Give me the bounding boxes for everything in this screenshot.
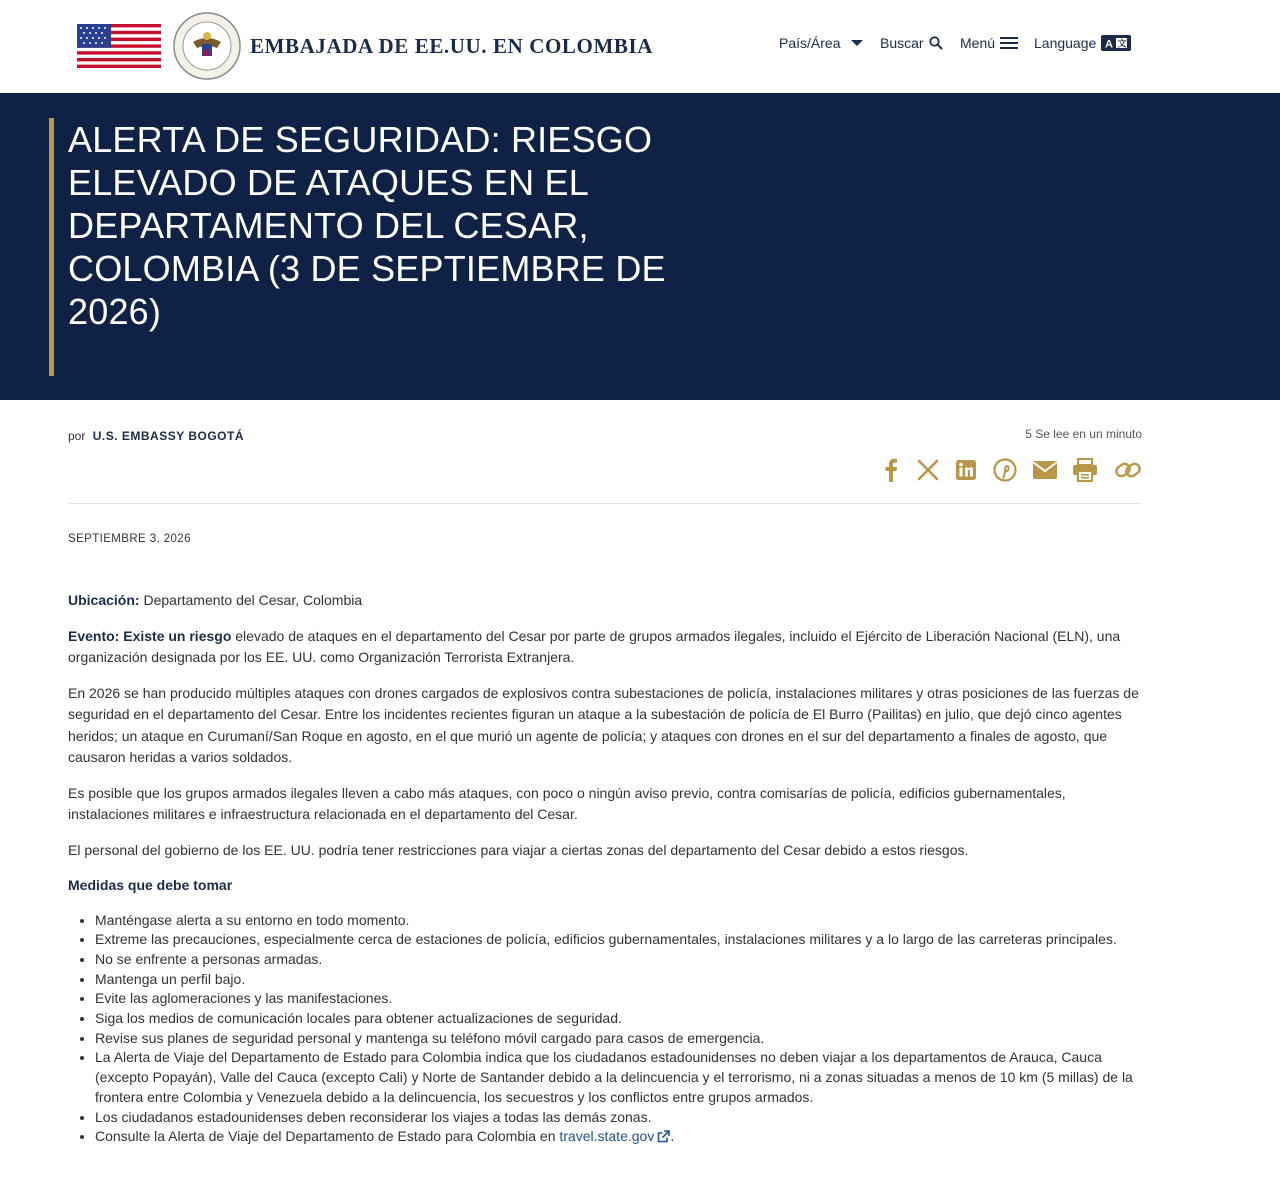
share-linkedin-button[interactable] (952, 456, 980, 484)
travel-advisory-suffix: . (670, 1128, 675, 1145)
banner-accent-bar (49, 118, 54, 376)
country-label: País/Área (779, 35, 841, 51)
language-button[interactable] (1034, 35, 1131, 51)
event-paragraph (68, 626, 1142, 669)
location-paragraph (68, 590, 1142, 612)
us-flag-icon[interactable] (77, 24, 161, 68)
share-email-button[interactable] (1031, 456, 1059, 484)
publish-date: SEPTIEMBRE 3, 2026 (68, 533, 191, 545)
link-icon (1114, 459, 1142, 481)
share-x-button[interactable] (914, 456, 942, 484)
search-icon (929, 36, 943, 50)
travel-advisory-text: Consulte la Alerta de Viaje del Departamento de Estado para Colombia en (95, 1128, 556, 1145)
read-time: 5 Se lee en un minuto (1025, 427, 1142, 441)
restrictions-paragraph: El personal del gobierno de los EE. UU. podría tener restricciones para viajar a ciertas zonas del departamento del Cesar debido a estos riesgos. (68, 841, 969, 858)
pinterest-icon (993, 458, 1017, 482)
list-item: • Mantenga un perfil bajo. (95, 970, 1142, 990)
list-item: • Revise sus planes de seguridad personal y mantenga su teléfono móvil cargado para casos de emergencia. (95, 1029, 1142, 1049)
hamburger-icon (1000, 36, 1018, 50)
search-label: Buscar (880, 35, 924, 51)
site-header (0, 0, 1280, 93)
caret-down-icon (849, 38, 865, 48)
translate-icon (1101, 35, 1131, 51)
divider (68, 503, 1142, 504)
byline (68, 429, 244, 443)
list-item: • Manténgase alerta a su entorno en todo momento. (95, 911, 1142, 931)
actions-list (68, 911, 1142, 1147)
location-label: Ubicación: (68, 592, 140, 608)
menu-label: Menú (960, 35, 996, 51)
byline-prefix: por (68, 429, 86, 443)
svg-text:A: A (1105, 38, 1114, 51)
email-icon (1032, 460, 1058, 480)
page-title: ALERTA DE SEGURIDAD: RIESGO ELEVADO DE ATAQUES EN EL DEPARTAMENTO DEL CESAR, COLOMBIA (3 DE SEPTIEMBRE DE 2026) (68, 119, 666, 332)
list-item: • Los ciudadanos estadounidenses deben reconsiderar los viajes a todas las demás zonas. (95, 1108, 1142, 1128)
share-facebook-button[interactable] (877, 456, 905, 484)
list-item: • Extreme las precauciones, especialmente cerca de estaciones de policía, edificios gubernamentales, instalaciones militares y a lo largo de las carreteras principales. (95, 930, 1142, 950)
share-pinterest-button[interactable] (991, 456, 1019, 484)
actions-heading: Medidas que debe tomar (68, 877, 233, 893)
search-button[interactable] (880, 35, 943, 51)
author-link[interactable]: U.S. EMBASSY BOGOTÁ (92, 429, 244, 443)
list-item: • No se enfrente a personas armadas. (95, 950, 1142, 970)
event-text: elevado de ataques en el departamento del Cesar por parte de grupos armados ilegales, incluido el Ejército de Liberación Nacional (ELN), una organización designada por los EE. UU. como Organización Terrorista Extranjera. (68, 627, 1121, 665)
list-item: • La Alerta de Viaje del Departamento de Estado para Colombia indica que los ciudadanos estadounidenses no deben viajar a los departamentos de Arauca, Cauca (excepto Popayán), Valle del Cauca (excepto Cali) y Norte de Santander debido a la delincuencia y el terrorismo, ni a zonas situadas a menos de 10 km (5 millas) de la frontera entre Colombia y Venezuela debido a la delincuencia, los secuestros y los conflictos entre grupos armados. (95, 1048, 1142, 1107)
external-link-icon[interactable] (657, 1130, 670, 1143)
risk-paragraph: Es posible que los grupos armados ilegales lleven a cabo más ataques, con poco o ningún aviso previo, contra comisarías de policía, edificios gubernamentales, instalaciones militares e infraestructura relacionada en el departamento del Cesar. (68, 784, 1066, 822)
copy-link-button[interactable] (1114, 456, 1142, 484)
location-text: Departamento del Cesar, Colombia (143, 592, 363, 608)
facebook-icon (884, 458, 898, 482)
list-item: • Siga los medios de comunicación locales para obtener actualizaciones de seguridad. (95, 1009, 1142, 1029)
list-item: • Evite las aglomeraciones y las manifestaciones. (95, 989, 1142, 1009)
x-icon (917, 459, 939, 481)
svg-text:文: 文 (1117, 38, 1127, 49)
list-item (95, 1127, 1142, 1147)
travel-state-gov-link[interactable]: travel.state.gov (559, 1128, 655, 1145)
linkedin-icon (955, 459, 977, 481)
print-icon (1072, 458, 1098, 482)
site-title[interactable]: EMBAJADA DE EE.UU. EN COLOMBIA (250, 34, 654, 58)
print-button[interactable] (1071, 456, 1099, 484)
language-label: Language (1034, 35, 1097, 51)
event-label: Evento: Existe un riesgo (68, 627, 232, 644)
country-selector[interactable] (779, 35, 865, 51)
menu-button[interactable] (960, 35, 1018, 51)
embassy-seal-icon[interactable] (173, 12, 241, 80)
incidents-paragraph: En 2026 se han producido múltiples ataques con drones cargados de explosivos contra subestaciones de policía, instalaciones militares y otras posiciones de las fuerzas de seguridad en el departamento del Cesar. Entre los incidentes recientes figuran un ataque a la subestación de policía de El Burro (Pailitas) en julio, que dejó cinco agentes heridos; un ataque en Curumaní/San Roque en agosto, en el que murió un agente de policía; y ataques con drones en el sur del departamento a finales de agosto, que causaron heridas a varios soldados. (68, 684, 1139, 765)
article-body (68, 590, 1142, 1147)
